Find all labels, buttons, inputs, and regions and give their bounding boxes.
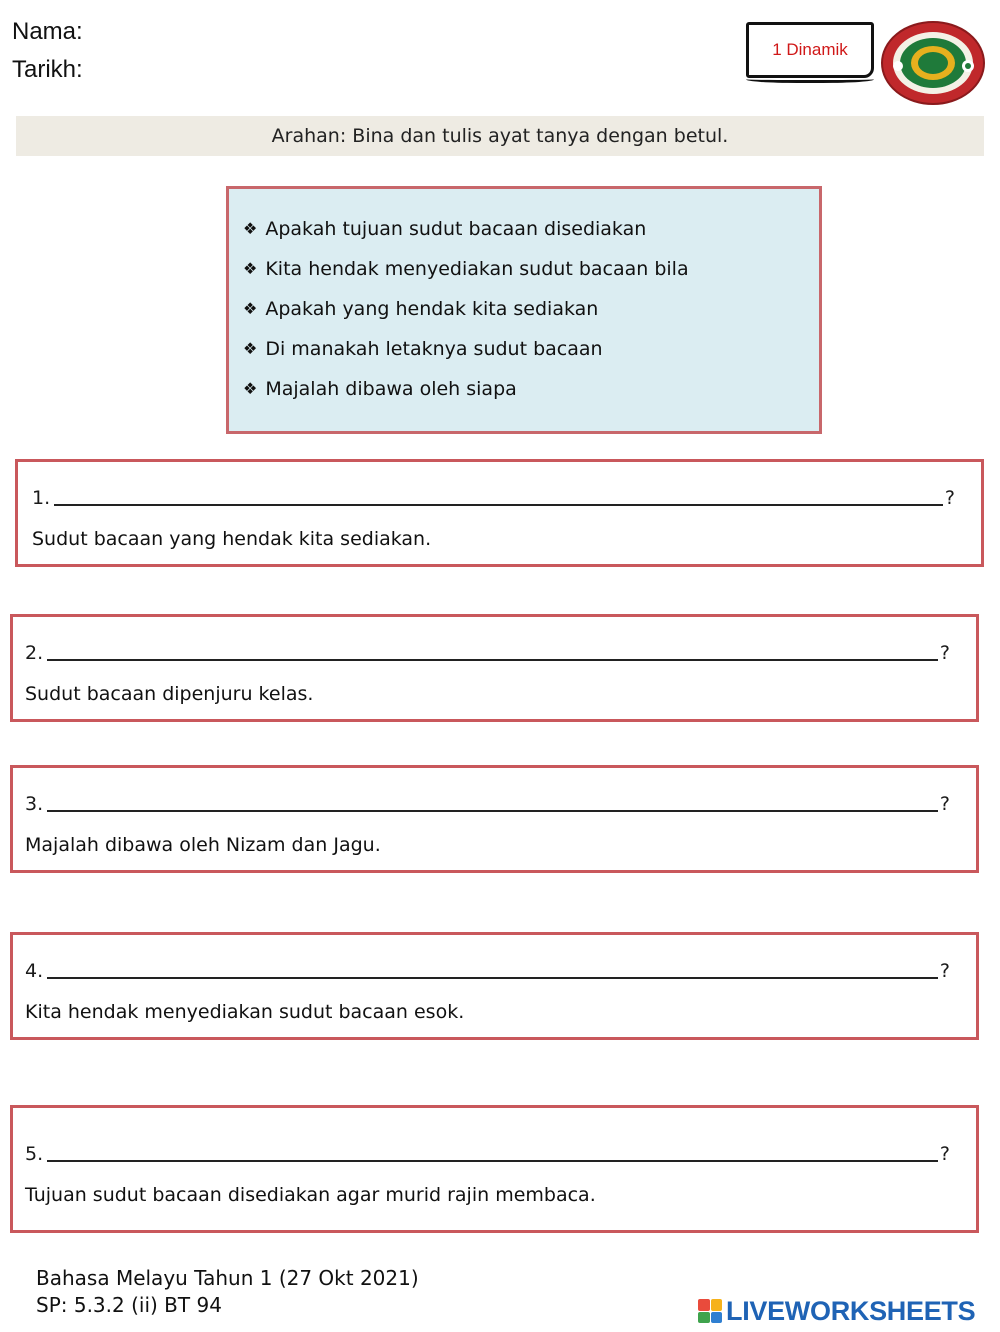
question-number: 5.	[25, 1143, 44, 1165]
question-line	[25, 1142, 950, 1165]
question-mark: ?	[939, 1143, 950, 1165]
question-mark: ?	[944, 487, 955, 509]
question-statement: Tujuan sudut bacaan disediakan agar murid rajin membaca.	[25, 1184, 596, 1206]
word-bank-item-text: Apakah yang hendak kita sediakan	[265, 298, 599, 320]
tarikh-label: Tarikh:	[12, 56, 83, 83]
question-statement: Kita hendak menyediakan sudut bacaan esok.	[25, 1001, 465, 1023]
question-number: 3.	[25, 793, 44, 815]
word-bank-item	[243, 369, 819, 409]
question-number: 4.	[25, 960, 44, 982]
question-statement: Sudut bacaan dipenjuru kelas.	[25, 683, 314, 705]
class-name-tag	[746, 22, 874, 78]
word-bank-item	[243, 289, 819, 329]
question-mark: ?	[939, 960, 950, 982]
word-bank-item	[243, 329, 819, 369]
word-bank-item-text: Di manakah letaknya sudut bacaan	[265, 338, 603, 360]
footer-subject-line: Bahasa Melayu Tahun 1 (27 Okt 2021)	[36, 1266, 419, 1290]
question-statement: Sudut bacaan yang hendak kita sediakan.	[32, 528, 432, 550]
liveworksheets-logo-icon	[698, 1299, 722, 1323]
diamond-bullet-icon: ❖	[243, 299, 258, 318]
question-mark: ?	[939, 793, 950, 815]
word-bank-item-text: Apakah tujuan sudut bacaan disediakan	[265, 218, 647, 240]
brand-text: LIVEWORKSHEETS	[726, 1295, 976, 1326]
word-bank-item-text: Majalah dibawa oleh siapa	[265, 378, 517, 400]
question-box-4	[10, 932, 979, 1040]
answer-input-3[interactable]	[47, 792, 938, 812]
word-bank-item	[243, 209, 819, 249]
question-line	[25, 959, 950, 982]
question-line	[32, 486, 955, 509]
diamond-bullet-icon: ❖	[243, 379, 258, 398]
word-bank	[226, 186, 822, 434]
instruction-bar	[16, 116, 984, 156]
school-crest-icon	[880, 20, 986, 106]
answer-input-4[interactable]	[47, 959, 938, 979]
question-mark: ?	[939, 642, 950, 664]
word-bank-item	[243, 249, 819, 289]
answer-input-2[interactable]	[47, 641, 938, 661]
question-box-2	[10, 614, 979, 722]
word-bank-list	[243, 209, 819, 409]
answer-input-1[interactable]	[54, 486, 943, 506]
question-statement: Majalah dibawa oleh Nizam dan Jagu.	[25, 834, 381, 856]
question-box-1	[15, 459, 984, 567]
answer-input-5[interactable]	[47, 1142, 938, 1162]
instruction-text: Arahan: Bina dan tulis ayat tanya dengan betul.	[271, 125, 729, 147]
question-number: 2.	[25, 642, 44, 664]
diamond-bullet-icon: ❖	[243, 259, 258, 278]
diamond-bullet-icon: ❖	[243, 219, 258, 238]
class-name-text: 1 Dinamik	[772, 40, 848, 59]
word-bank-item-text: Kita hendak menyediakan sudut bacaan bila	[265, 258, 689, 280]
question-line	[25, 792, 950, 815]
question-box-3	[10, 765, 979, 873]
liveworksheets-brand[interactable]	[698, 1294, 975, 1328]
footer-sp-line: SP: 5.3.2 (ii) BT 94	[36, 1293, 222, 1317]
question-number: 1.	[32, 487, 51, 509]
question-box-5	[10, 1105, 979, 1233]
nama-label: Nama:	[12, 18, 83, 45]
diamond-bullet-icon: ❖	[243, 339, 258, 358]
question-line	[25, 641, 950, 664]
